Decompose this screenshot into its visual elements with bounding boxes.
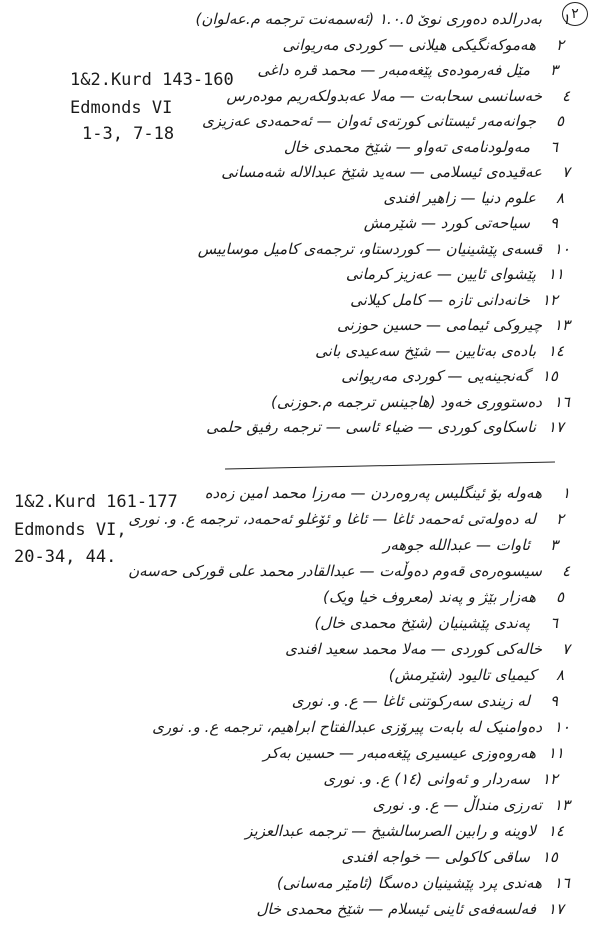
item-text: تەرزی منداڵ — ع. و. نوری bbox=[372, 796, 542, 814]
item-text: چیروکی ئیمامی — حسین حوزنی bbox=[336, 316, 542, 334]
reference-line-collection: Edmonds VI bbox=[70, 98, 173, 118]
list-item bbox=[150, 484, 570, 506]
item-number: ١٧ bbox=[547, 418, 564, 436]
item-number: ٧ bbox=[561, 163, 570, 181]
list-item bbox=[144, 112, 564, 134]
item-text: پەندی پێشینیان (شێخ محمدی خال) bbox=[314, 614, 530, 632]
item-number: ١٤ bbox=[547, 822, 564, 840]
list-item bbox=[144, 265, 564, 287]
list-item bbox=[150, 640, 570, 662]
item-number: ٥ bbox=[555, 112, 564, 130]
list-item bbox=[150, 718, 570, 740]
reference-line-items: 1-3, 7-18 bbox=[82, 124, 175, 144]
item-text: کیمیای تالیود (شێرمش) bbox=[388, 666, 536, 684]
list-item bbox=[150, 163, 570, 185]
list-item bbox=[150, 393, 570, 415]
list-item bbox=[144, 418, 564, 440]
list-item bbox=[144, 822, 564, 844]
item-number: ١٤ bbox=[547, 341, 564, 360]
item-text: سیسوەرەی قەوم دەوڵەت — عبدالقادر محمد علی قورکی حەسەن bbox=[128, 562, 542, 580]
item-number: ١٠ bbox=[553, 718, 570, 736]
list-item bbox=[144, 342, 564, 364]
list-item bbox=[128, 510, 564, 532]
list-item bbox=[138, 770, 558, 792]
list-item bbox=[150, 87, 570, 109]
item-text: خانەدانی تازە — کامل کیلانی bbox=[350, 290, 530, 309]
item-text: هەزار بێژ و پەند (معروف خیا ویک) bbox=[323, 588, 536, 606]
list-item bbox=[144, 588, 564, 610]
item-number: ١٢ bbox=[541, 290, 558, 309]
item-text: بەدرالدە دەورى نوێ ١.٠.٥ (ئەسمەنت ترجمە م.عەلوان) bbox=[195, 10, 542, 28]
item-text: بادەی بەتایین — شێخ سەعیدی بانی bbox=[315, 341, 536, 360]
item-text: قسەی پێشینیان — کوردستاو، ترجمەی کامیل موساییس bbox=[197, 239, 542, 258]
item-text: گەنجینەیی — کوردی مەریوانی bbox=[341, 367, 530, 385]
item-number: ١١ bbox=[547, 744, 564, 762]
item-number: ١٦ bbox=[553, 874, 570, 892]
list-item bbox=[138, 61, 558, 83]
item-number: ١٠ bbox=[553, 239, 570, 258]
item-number: ١٥ bbox=[541, 367, 558, 385]
list-item bbox=[138, 692, 558, 714]
list-item bbox=[150, 316, 570, 338]
item-text: دەوامنیک لە بابەت پیرۆزی عبدالفتاح ابراهیم، ترجمە ع. و. نوری bbox=[152, 718, 542, 736]
list-item bbox=[144, 36, 564, 58]
item-text: عەقیدەی ئیسلامی — سەید شێخ عبدالاله شەمسانی bbox=[221, 163, 542, 181]
item-number: ١٧ bbox=[547, 900, 564, 918]
item-number: ١٣ bbox=[553, 796, 570, 814]
item-number: ٢ bbox=[555, 35, 564, 54]
list-item bbox=[138, 291, 558, 313]
item-number: ١ bbox=[561, 484, 570, 502]
item-number: ٢ bbox=[555, 510, 564, 528]
item-text: مێل فەرمودەی پێغەمبەر — محمد قرە داغی bbox=[257, 61, 530, 79]
item-text: علوم دنیا — زاهیر افندی bbox=[383, 188, 536, 207]
list-item bbox=[150, 796, 570, 818]
list-item bbox=[138, 138, 558, 160]
reference-line-shelfmark: 1&2.Kurd 161-177 bbox=[14, 492, 178, 512]
item-number: ٩ bbox=[549, 692, 558, 710]
reference-line-items: 20-34, 44. bbox=[14, 547, 117, 567]
item-text: سیاحەتی کورد — شێرمش bbox=[363, 214, 530, 232]
list-item bbox=[150, 240, 570, 262]
item-text: لاوینە و رابین الصرسالشیخ — ترجمە عبدالعزیز bbox=[245, 822, 536, 840]
item-number: ٥ bbox=[555, 588, 564, 606]
item-number: ٩ bbox=[549, 214, 558, 232]
item-text: سەردار و ئەوانی (١٤) ع. و. نوری bbox=[323, 770, 530, 788]
list-item bbox=[150, 10, 570, 32]
list-item bbox=[144, 900, 564, 922]
list-item bbox=[138, 367, 558, 389]
item-text: هەولە بۆ ئینگلیس پەروەردن — مەرزا محمد امین زەدە bbox=[204, 484, 542, 502]
item-text: ساقی کاکولی — خواجە افندی bbox=[341, 848, 530, 866]
item-text: فەلسەفەی ئاینی ئیسلام — شێخ محمدی خال bbox=[256, 900, 536, 918]
item-text: پێشوای ئایین — عەزیز کرمانی bbox=[345, 265, 536, 283]
item-text: دەستووری خەود (هاجینس ترجمە م.حوزنی) bbox=[271, 392, 542, 411]
item-number: ١٣ bbox=[553, 316, 570, 334]
item-number: ٣ bbox=[549, 61, 558, 79]
item-text: ناسکاوی کوردی — ضیاء ئاسی — ترجمە رفیق حلمی bbox=[206, 418, 536, 436]
item-number: ٦ bbox=[549, 614, 558, 632]
item-number: ٦ bbox=[549, 137, 558, 156]
list-item bbox=[144, 744, 564, 766]
item-number: ١٦ bbox=[553, 392, 570, 411]
item-number: ١٢ bbox=[541, 770, 558, 788]
section-divider bbox=[225, 462, 555, 470]
item-number: ٨ bbox=[555, 188, 564, 207]
item-text: هەموکەنگیکی هیلانی — کوردی مەریوانی bbox=[282, 35, 536, 54]
item-number: ١ bbox=[561, 10, 570, 28]
page-number: ٢ bbox=[562, 2, 588, 26]
list-item bbox=[144, 189, 564, 211]
item-number: ٣ bbox=[549, 536, 558, 554]
list-item bbox=[128, 562, 570, 584]
item-text: هەروەوزی عیسیری پێغەمبەر — حسین بەکر bbox=[263, 744, 536, 762]
list-item bbox=[138, 536, 558, 558]
item-number: ١١ bbox=[547, 265, 564, 283]
list-item bbox=[150, 874, 570, 896]
item-text: هەندی پرد پێشینیان دەسگا (ئامێر مەسانی) bbox=[276, 874, 542, 892]
item-number: ٤ bbox=[561, 86, 570, 105]
item-text: خالەکی کوردی — مەلا محمد سعید افندی bbox=[285, 640, 542, 658]
item-number: ٨ bbox=[555, 666, 564, 684]
list-item bbox=[138, 614, 558, 636]
item-text: خەسانسی سحابەت — مەلا عەبدولکەریم مودەرس bbox=[226, 86, 542, 105]
reference-line-collection: Edmonds VI, bbox=[14, 520, 127, 540]
item-text: لە زیندی سەرکوتنی ئاغا — ع. و. نوری bbox=[291, 692, 530, 710]
list-item bbox=[138, 214, 558, 236]
item-text: ئاوات — عبدالله جوهەر bbox=[383, 536, 530, 554]
item-number: ١٥ bbox=[541, 848, 558, 866]
item-text: جوانەمەر ئیستانی کورتەی ئەوان — ئەحمەدی عەزیزی bbox=[202, 112, 536, 130]
item-number: ٧ bbox=[561, 640, 570, 658]
reference-line-shelfmark: 1&2.Kurd 143-160 bbox=[70, 70, 234, 90]
item-number: ٤ bbox=[561, 562, 570, 580]
item-text: مەولودنامەی تەواو — شێخ محمدی خال bbox=[283, 137, 530, 156]
list-item bbox=[144, 666, 564, 688]
list-item bbox=[138, 848, 558, 870]
item-text: لە دەولەتی ئەحمەد ئاغا — ئاغا و ئۆغلو ئەحمەد، ترجمە ع. و. نوری bbox=[128, 510, 536, 528]
